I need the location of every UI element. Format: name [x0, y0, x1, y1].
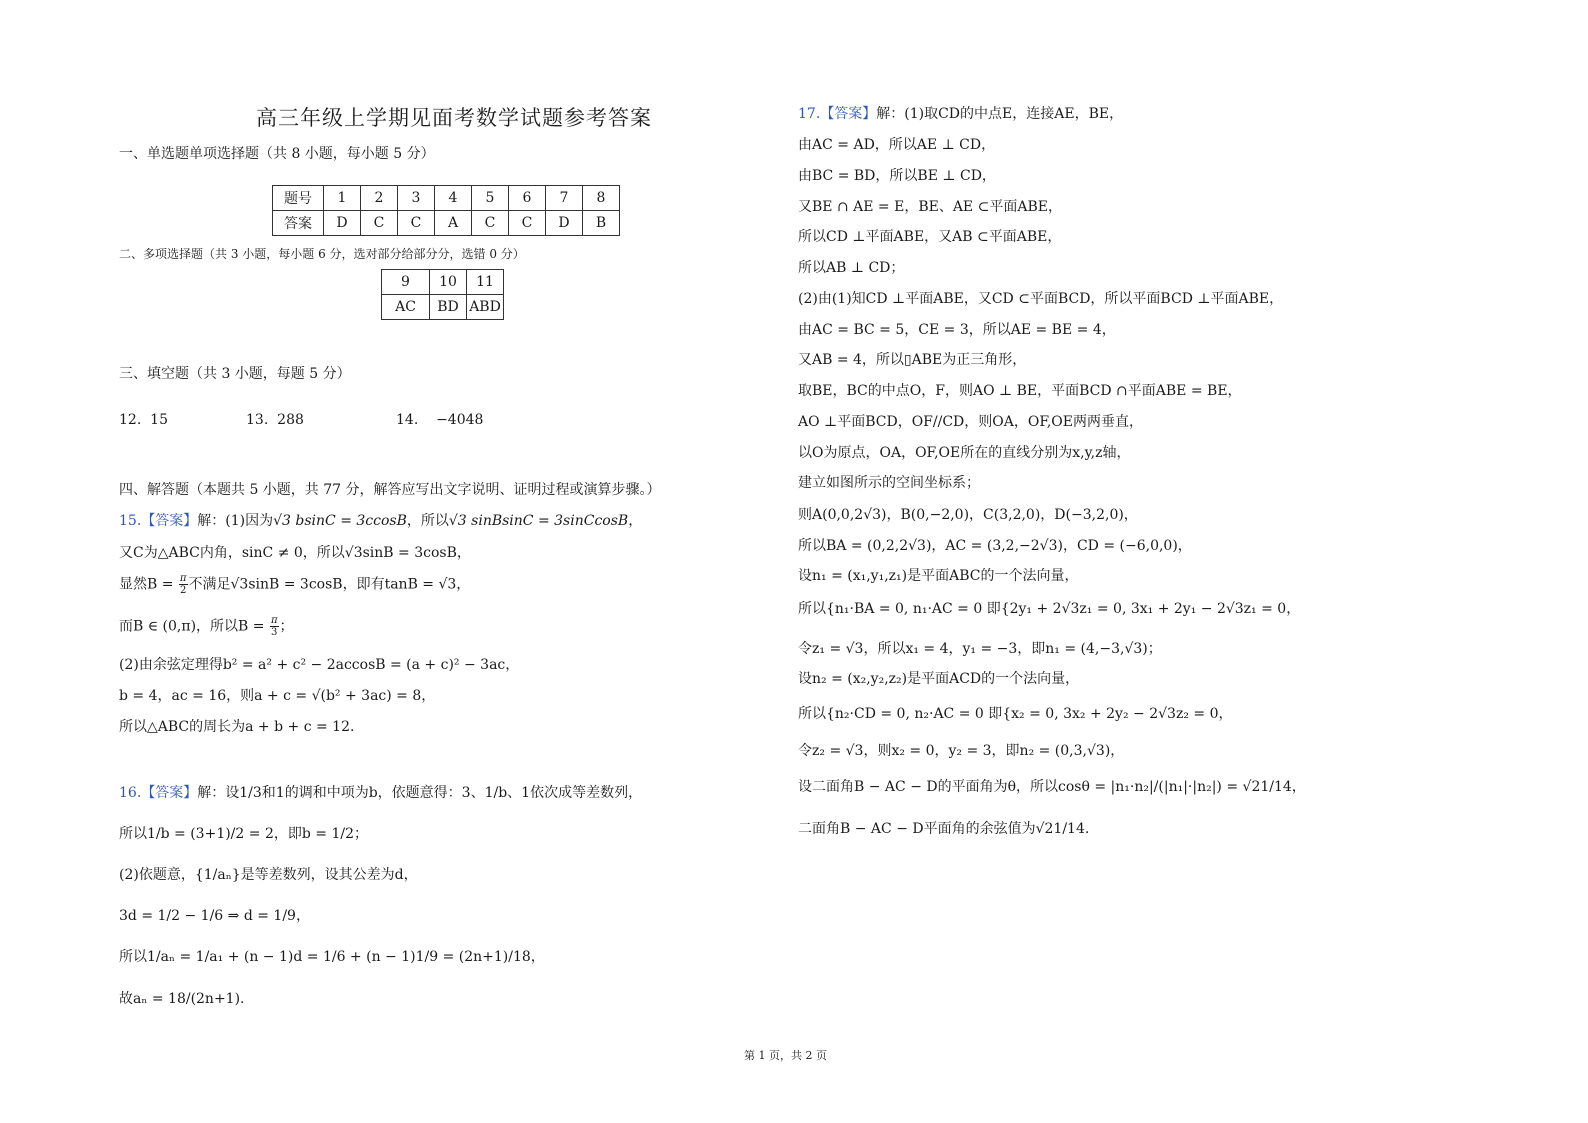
- answer-tag: 【答案】: [141, 785, 198, 801]
- q17-line-18: 设n₂ = (x₂,y₂,z₂)是平面ACD的一个法向量，: [798, 671, 1080, 687]
- q15-line-1: 15.【答案】解：(1)因为√3 bsinC = 3ccosB，所以√3 sinBsinC = 3sinCcosB，: [119, 513, 643, 529]
- table-cell: 4: [435, 186, 472, 211]
- q15-line-5: (2)由余弦定理得b² = a² + c² − 2accosB = (a + c)² − 3ac，: [119, 657, 520, 673]
- table-cell: BD: [430, 295, 467, 320]
- q17-line-20: 令z₂ = √3，则x₂ = 0，y₂ = 3，即n₂ = (0,3,√3)，: [798, 743, 1125, 759]
- q17-line-2: 由BC = BD，所以BE ⊥ CD，: [798, 168, 996, 184]
- q15-l1-tail: ，所以: [406, 513, 449, 529]
- q17-line-10: AO ⊥平面BCD，OF//CD，则OA，OF,OE两两垂直，: [798, 414, 1143, 430]
- answer-tag: 【答案】: [141, 513, 198, 529]
- q17-line-4: 所以CD ⊥平面ABE，又AB ⊂平面ABE，: [798, 229, 1062, 245]
- fill-answer-13: [246, 412, 304, 428]
- q17-line-1: 由AC = AD，所以AE ⊥ CD，: [798, 137, 996, 153]
- section-1-heading: 一、单选题单项选择题（共 8 小题，每小题 5 分）: [119, 146, 435, 162]
- q15-line-3: 显然B = $\frac{\pi}{2}$ 不满足√3sinB = 3cosB，即有tanB = √3，: [119, 573, 471, 596]
- fill-value: −4048: [436, 412, 484, 428]
- q17-line-17: 令z₁ = √3，所以x₁ = 4，y₁ = −3，即n₁ = (4,−3,√3)；: [798, 641, 1162, 657]
- table-row: [382, 270, 504, 295]
- q17-line-8: 又AB = 4，所以▯ABE为正三角形，: [798, 352, 1027, 368]
- q15-line-7: 所以△ABC的周长为a + b + c = 12.: [119, 719, 355, 735]
- page-footer: 第 1 页，共 2 页: [744, 1049, 827, 1062]
- table-cell: D: [324, 211, 361, 236]
- fill-number: 13.: [246, 412, 269, 428]
- fill-value: 288: [277, 412, 304, 428]
- q15-line-6: b = 4，ac = 16，则a + c = √(b² + 3ac) = 8，: [119, 688, 436, 704]
- table-row: [273, 186, 620, 211]
- q17-line-7: 由AC = BC = 5，CE = 3，所以AE = BE = 4，: [798, 322, 1116, 338]
- q17-line-22: 二面角B − AC − D平面角的余弦值为√21/14.: [798, 821, 1090, 837]
- answer-tag: 【答案】: [820, 106, 877, 122]
- table-cell: 3: [398, 186, 435, 211]
- table-cell: ABD: [467, 295, 504, 320]
- q16-line-5: 所以1/aₙ = 1/a₁ + (n − 1)d = 1/6 + (n − 1)1/9 = (2n+1)/18，: [119, 949, 545, 965]
- q17-line-13: 则A(0,0,2√3)，B(0,−2,0)，C(3,2,0)，D(−3,2,0)，: [798, 507, 1138, 523]
- q15-l4-pre: 而B ∈ (0,π)，所以B =: [119, 618, 269, 635]
- q15-line-2: 又C为△ABC内角，sinC ≠ 0，所以√3sinB = 3cosB，: [119, 545, 471, 561]
- fill-answer-14: [396, 412, 483, 428]
- q16-line-6: 故aₙ = 18/(2n+1).: [119, 991, 245, 1007]
- section-4-heading: 四、解答题（本题共 5 小题，共 77 分，解答应写出文字说明、证明过程或演算步骤。）: [119, 482, 661, 498]
- question-number: 17.: [798, 106, 821, 122]
- table-cell: 9: [382, 270, 430, 295]
- q17-line-5: 所以AB ⊥ CD；: [798, 260, 905, 276]
- q17-line-0: [798, 103, 1123, 123]
- q17-line-15: 设n₁ = (x₁,y₁,z₁)是平面ABC的一个法向量，: [798, 568, 1079, 584]
- q17-line-12: 建立如图所示的空间坐标系；: [798, 475, 980, 491]
- q15-line-4: 而B ∈ (0,π)，所以B = $\frac{\pi}{3}$ ；: [119, 615, 294, 638]
- table-cell: 1: [324, 186, 361, 211]
- fill-number: 12.: [119, 412, 142, 428]
- left-column: [0, 0, 790, 1123]
- q15-lead: 解：(1)因为: [197, 513, 274, 529]
- section-3-heading: 三、填空题（共 3 小题，每题 5 分）: [119, 366, 351, 382]
- q16-line-3: (2)依题意，{1/aₙ}是等差数列，设其公差为d，: [119, 867, 418, 883]
- q17-line-14: 所以BA = (0,2,2√3)，AC = (3,2,−2√3)，CD = (−6,0,0)，: [798, 538, 1192, 554]
- table-cell: C: [472, 211, 509, 236]
- multi-choice-answer-table: [381, 269, 504, 320]
- q16-l1: 解：设1/3和1的调和中项为b，依题意得：3、1/b、1依次成等差数列，: [197, 785, 643, 801]
- table-cell: 8: [583, 186, 620, 211]
- right-column: [790, 0, 1588, 1123]
- table-cell: B: [583, 211, 620, 236]
- table-cell: AC: [382, 295, 430, 320]
- single-choice-answer-table: [272, 185, 620, 236]
- q17-text: 解：(1)取CD的中点E，连接AE，BE，: [876, 106, 1124, 122]
- table-cell: C: [398, 211, 435, 236]
- table-cell: D: [546, 211, 583, 236]
- page-title: 高三年级上学期见面考数学试题参考答案: [256, 106, 652, 130]
- question-number: 16.: [119, 785, 142, 801]
- table-cell: A: [435, 211, 472, 236]
- q16-line-2: 所以1/b = (3+1)/2 = 2，即b = 1/2；: [119, 826, 368, 842]
- section-2-heading: 二、多项选择题（共 3 小题，每小题 6 分，选对部分给部分分，选错 0 分）: [119, 247, 525, 261]
- table-row: [382, 295, 504, 320]
- table-cell: C: [509, 211, 546, 236]
- q15-l4-post: ；: [279, 618, 294, 635]
- table-cell: 6: [509, 186, 546, 211]
- question-number: 15.: [119, 513, 142, 529]
- fill-answer-12: [119, 412, 168, 428]
- q16-line-4: 3d = 1/2 − 1/6 ⇒ d = 1/9，: [119, 908, 310, 924]
- table-cell: 5: [472, 186, 509, 211]
- table-cell: 10: [430, 270, 467, 295]
- table-cell: 11: [467, 270, 504, 295]
- table-cell: 题号: [273, 186, 324, 211]
- fill-number: 14.: [396, 412, 419, 428]
- q17-line-19: 所以{n₂·CD = 0, n₂·AC = 0 即{x₂ = 0, 3x₂ + 2y₂ − 2√3z₂ = 0，: [798, 706, 1233, 722]
- q17-line-21: 设二面角B − AC − D的平面角为θ，所以cosθ = |n₁·n₂|/(|n₁|·|n₂|) = √21/14，: [798, 779, 1306, 795]
- q15-l3-pre: 显然B =: [119, 576, 178, 593]
- table-cell: 2: [361, 186, 398, 211]
- q16-line-1: [119, 782, 642, 802]
- table-cell: 7: [546, 186, 583, 211]
- q15-l3-mid: 不满足√3sinB = 3cosB，即有tanB = √3，: [188, 576, 471, 593]
- fill-value: 15: [150, 412, 168, 428]
- table-cell: C: [361, 211, 398, 236]
- q17-line-6: (2)由(1)知CD ⊥平面ABE，又CD ⊂平面BCD，所以平面BCD ⊥平面ABE，: [798, 291, 1284, 307]
- q17-line-16: 所以{n₁·BA = 0, n₁·AC = 0 即{2y₁ + 2√3z₁ = 0, 3x₁ + 2y₁ − 2√3z₁ = 0，: [798, 601, 1301, 617]
- q17-line-3: 又BE ∩ AE = E，BE、AE ⊂平面ABE，: [798, 199, 1062, 215]
- table-cell: 答案: [273, 211, 324, 236]
- table-row: [273, 211, 620, 236]
- q17-line-11: 以O为原点，OA，OF,OE所在的直线分别为x,y,z轴，: [798, 445, 1131, 461]
- q17-line-9: 取BE，BC的中点O，F，则AO ⊥ BE，平面BCD ∩平面ABE = BE，: [798, 383, 1242, 399]
